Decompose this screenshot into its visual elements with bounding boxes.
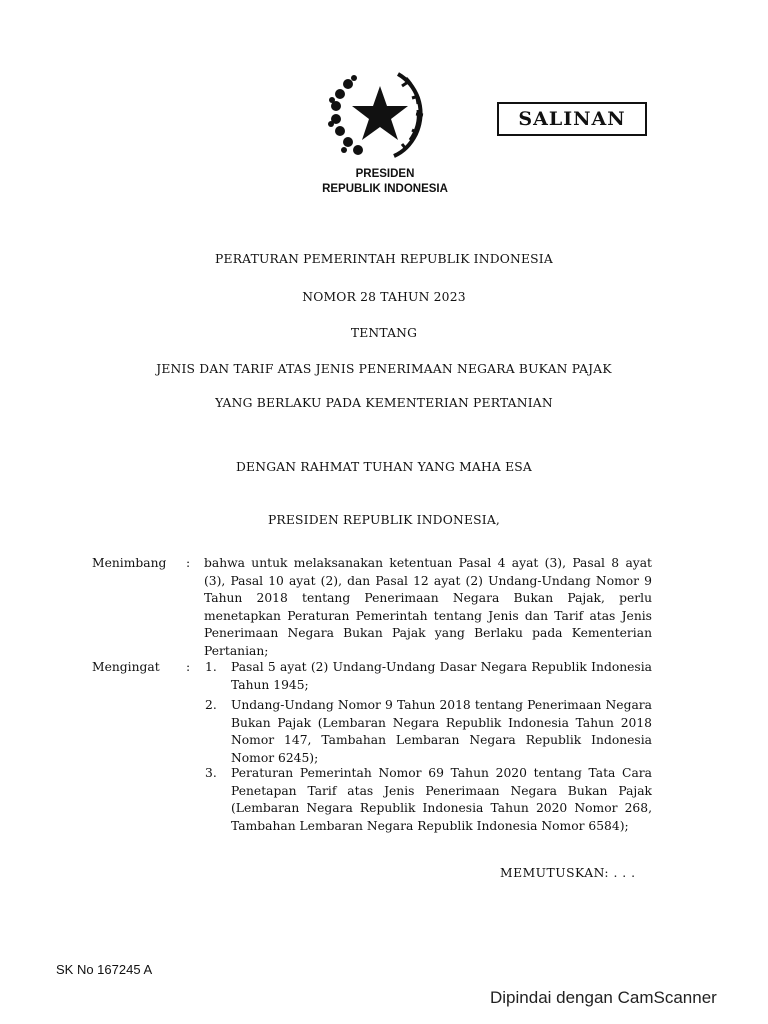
menimbang-colon: : (186, 556, 191, 570)
mengingat-item-text: Pasal 5 ayat (2) Undang-Undang Dasar Negara Republik Indonesia Tahun 1945; (231, 660, 652, 692)
menimbang-label: Menimbang (92, 556, 167, 570)
president-label-line2: REPUBLIK INDONESIA (322, 183, 448, 195)
menimbang-text: bahwa untuk melaksanakan ketentuan Pasal 4 ayat (3), Pasal 8 ayat (3), Pasal 10 ayat (2), dan Pasal 12 ayat (2) Undang-Undang Nomor 9 Tahun 2018 tentang Penerimaan Negara Bukan Pajak, perlu menetapkan Peraturan Pemerintah tentang Jenis dan Tarif atas Jenis Penerimaan Negara Bukan Pajak yang Berlaku pada Kementerian Pertanian; (204, 556, 652, 658)
president-label-line1: PRESIDEN (355, 168, 415, 180)
presidential-seal-icon (326, 64, 430, 168)
regulation-title: PERATURAN PEMERINTAH REPUBLIK INDONESIA (215, 252, 553, 266)
regulation-subject-line1: JENIS DAN TARIF ATAS JENIS PENERIMAAN NEGARA BUKAN PAJAK (156, 362, 612, 376)
mengingat-label: Mengingat (92, 660, 160, 674)
salinan-stamp: SALINAN (497, 102, 647, 136)
footer-sk-number: SK No 167245 A (56, 962, 153, 977)
mengingat-item-text: Peraturan Pemerintah Nomor 69 Tahun 2020 tentang Tata Cara Penetapan Tarif atas Jenis Penerimaan Negara Bukan Pajak (Lembaran Negara Republik Indonesia Tahun 2020 Nomor 268, Tambahan Lembaran Negara Republik Indonesia Nomor 6584); (231, 766, 652, 833)
mengingat-item-number: 1. (205, 660, 217, 674)
mengingat-colon: : (186, 660, 191, 674)
regulation-tentang: TENTANG (350, 326, 418, 340)
mengingat-item-number: 3. (205, 766, 217, 780)
regulation-subject-line2: YANG BERLAKU PADA KEMENTERIAN PERTANIAN (215, 396, 553, 410)
regulation-number: NOMOR 28 TAHUN 2023 (302, 290, 466, 304)
invocation: DENGAN RAHMAT TUHAN YANG MAHA ESA (236, 460, 532, 474)
mengingat-item-number: 2. (205, 698, 217, 712)
continuation-marker: MEMUTUSKAN: . . . (500, 866, 636, 880)
scanner-watermark: Dipindai dengan CamScanner (490, 988, 717, 1007)
president-heading: PRESIDEN REPUBLIK INDONESIA, (267, 513, 501, 527)
mengingat-item-text: Undang-Undang Nomor 9 Tahun 2018 tentang Penerimaan Negara Bukan Pajak (Lembaran Negara Republik Indonesia Tahun 2018 Nomor 147, Tambahan Lembaran Negara Republik Indonesia Nomor 6245); (231, 698, 652, 765)
